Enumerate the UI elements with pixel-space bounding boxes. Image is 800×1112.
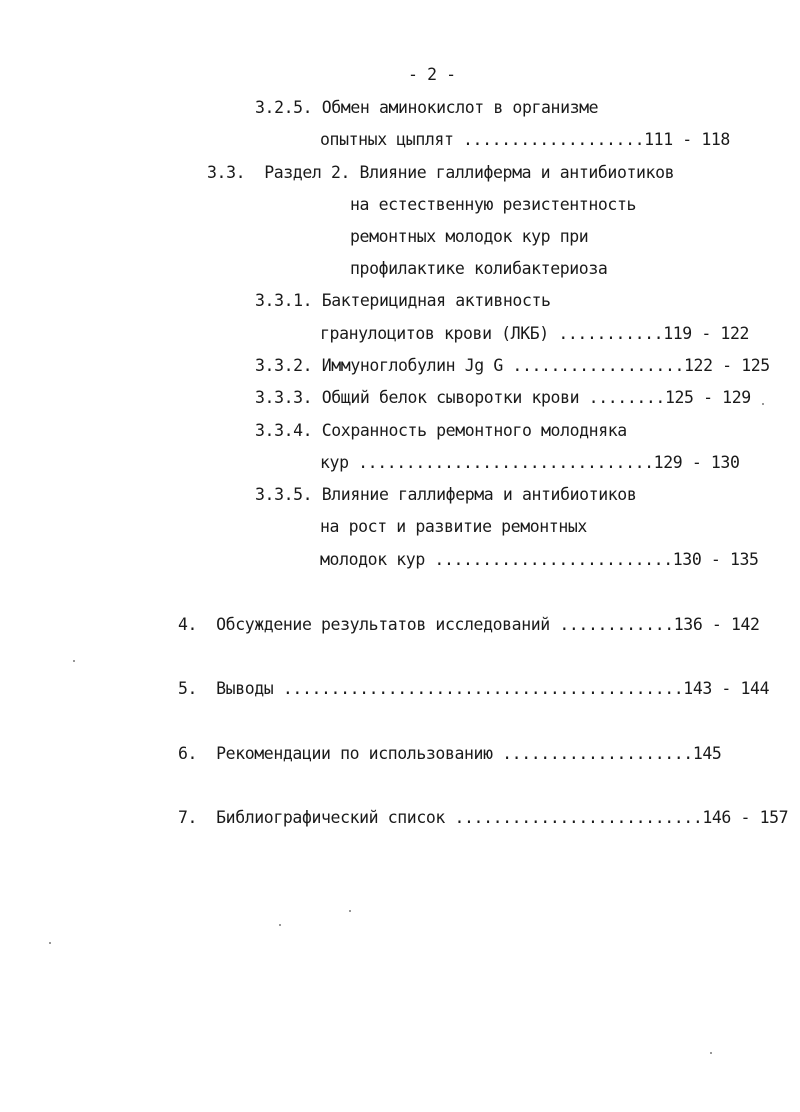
- toc-entry-3-3-2: 3.3.2. Иммуноглобулин Jg G ..................122 - 125: [255, 356, 770, 375]
- page-number: - 2 -: [408, 65, 456, 84]
- toc-entry-3-3-5-line-1: 3.3.5. Влияние галлиферма и антибиотиков: [255, 485, 637, 504]
- toc-entry-3-3-3: 3.3.3. Общий белок сыворотки крови ........125 - 129: [255, 388, 751, 407]
- toc-entry-4: 4. Обсуждение результатов исследований ............136 - 142: [178, 615, 760, 634]
- toc-entry-3-2-5-line-2: опытных цыплят ...................111 - 118: [320, 130, 730, 149]
- toc-entry-3-2-5-line-1: 3.2.5. Обмен аминокислот в организме: [255, 98, 599, 117]
- toc-entry-3-3-1-line-1: 3.3.1. Бактерицидная активность: [255, 291, 551, 310]
- toc-entry-3-3-4-line-1: 3.3.4. Сохранность ремонтного молодняка: [255, 421, 627, 440]
- toc-entry-5: 5. Выводы ..........................................143 - 144: [178, 679, 770, 698]
- scan-speck: [349, 910, 351, 912]
- toc-entry-3-3-5-line-3: молодок кур .........................130 - 135: [320, 550, 759, 569]
- toc-entry-3-3-4-line-2: кур ...............................129 - 130: [320, 453, 740, 472]
- toc-entry-3-3-1-line-2: гранулоцитов крови (ЛКБ) ...........119 - 122: [320, 324, 750, 343]
- scan-speck: [710, 1052, 712, 1054]
- toc-entry-7: 7. Библиографический список ..........................146 - 157: [178, 808, 789, 827]
- toc-entry-3-3-line-3: ремонтных молодок кур при: [350, 227, 589, 246]
- scan-speck: [279, 924, 281, 926]
- toc-entry-3-3-5-line-2: на рост и развитие ремонтных: [320, 517, 587, 536]
- toc-entry-6: 6. Рекомендации по использованию ....................145: [178, 744, 722, 763]
- scan-speck: [73, 660, 75, 662]
- scan-speck: [49, 942, 51, 944]
- toc-entry-3-3-line-1: 3.3. Раздел 2. Влияние галлиферма и антибиотиков: [207, 163, 675, 182]
- scan-speck: [762, 403, 764, 405]
- toc-entry-3-3-line-4: профилактике колибактериоза: [350, 259, 608, 278]
- toc-entry-3-3-line-2: на естественную резистентность: [350, 195, 637, 214]
